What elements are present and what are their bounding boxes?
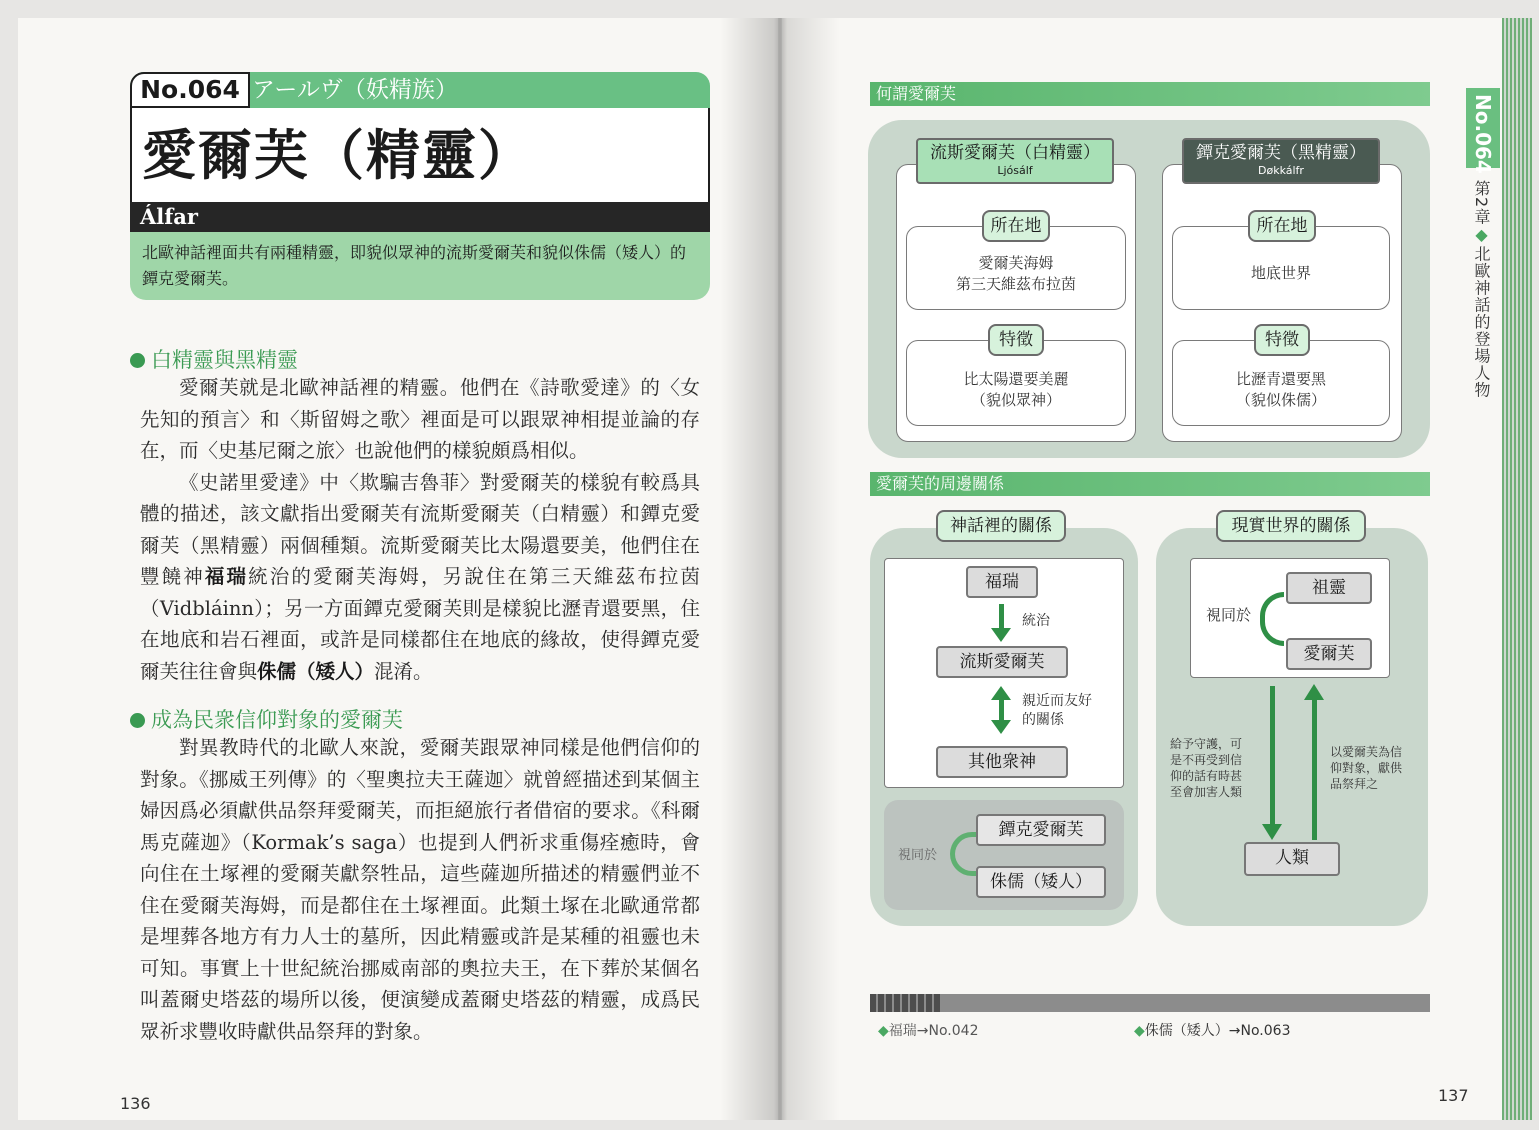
arrow-head-icon <box>1262 824 1282 840</box>
page-edges <box>1502 18 1532 1120</box>
regarded-as-label: 視同於 <box>898 848 938 863</box>
friendly-label: 親近而友好 的關係 <box>1022 693 1092 728</box>
related-link-2[interactable]: ◆侏儒（矮人）→No.063 <box>1134 1023 1291 1039</box>
elf-node: 愛爾芙 <box>1286 638 1372 670</box>
side-tab: No.064 <box>1466 88 1500 168</box>
dark-elf-traits-label: 特徵 <box>1254 324 1310 356</box>
arrow-head-icon <box>991 686 1011 700</box>
worship-arrow-icon <box>1312 700 1317 840</box>
rule-label: 統治 <box>1022 613 1050 629</box>
section-heading-2: 成為民衆信仰對象的愛爾芙 <box>130 704 403 734</box>
section-heading-1: 白精靈與黑精靈 <box>130 344 298 374</box>
bullet-icon <box>130 713 145 728</box>
entry-summary: 北歐神話裡面共有兩種精靈，即貌似眾神的流斯愛爾芙和貌似侏儒（矮人）的鐔克愛爾芙。 <box>130 232 710 300</box>
paragraph: 《史諾里愛達》中〈欺騙吉魯菲〉對愛爾芙的樣貌有較爲具體的描述，該文獻指出愛爾芙有流斯愛爾芙（白精靈）和鐔克愛爾芙（黑精靈）兩個種類。流斯愛爾芙比太陽還要美，他們住在豐饒神福瑞統治的愛爾芙海姆，另說住在第三天維茲布拉茵（Vidbláinn）；另一方面鐔克愛爾芙則是樣貌比瀝青還要黑，住在地底和岩石裡面，或許是同樣都住在地底的緣故，使得鐔克愛爾芙往往會與侏儒（矮人）混淆。 <box>140 470 700 683</box>
paragraph: 愛爾芙就是北歐神話裡的精靈。他們在《詩歌愛達》的〈女先知的預言〉和〈斯留姆之歌〉裡面是可以跟眾神相提並論的存在，而〈史基尼爾之旅〉也說他們的樣貌頗爲相似。 <box>140 376 700 462</box>
entry-japanese-name: アールヴ（妖精族） <box>252 77 458 103</box>
paragraph: 對異教時代的北歐人來說，愛爾芙跟眾神同樣是他們信仰的對象。《挪威王列傳》的〈聖奧拉夫王薩迦〉就曾經描述到某個主婦因爲必須獻供品祭拜愛爾芙，而拒絕旅行者借宿的要求。《科爾馬克薩迦》（Kormak’s saga）也提到人們祈求重傷痊癒時，會向住在土塚裡的愛爾芙獻祭牲品，這些薩迦所描述的精靈們並不住在愛爾芙海姆，而是都住在土塚裡面。此類土塚在北歐通常都是埋葬各地方有力人士的墓所，因此精靈或許是某種的祖靈也未可知。事實上十世紀統治挪威南部的奧拉夫王，在下葬於某個名叫蓋爾史塔茲的場所以後，便演變成蓋爾史塔茲的精靈，成爲民眾祈求豐收時獻供品祭拜的對象。 <box>140 736 700 1043</box>
other-gods-node: 其他衆神 <box>936 746 1068 778</box>
worship-label: 以愛爾芙為信 仰對象，獻供 品祭拜之 <box>1330 745 1403 791</box>
diamond-icon: ◆ <box>1472 225 1491 246</box>
light-elf-traits: 比太陽還要美麗 （貌似眾神） <box>906 340 1126 426</box>
book-gutter <box>720 18 840 1120</box>
light-elf-name-tab: 流斯愛爾芙（白精靈） Ljósálf <box>916 138 1114 184</box>
side-chapter: 第2章◆北歐神話的登場人物 <box>1472 180 1491 399</box>
section-bar-relations: 愛爾芙的周邊關係 <box>870 472 1430 496</box>
freyr-node: 福瑞 <box>966 566 1038 598</box>
page-number-left: 136 <box>120 1094 151 1113</box>
protect-arrow-icon <box>1270 686 1275 826</box>
light-elf-location: 愛爾芙海姆 第三天維茲布拉茵 <box>906 226 1126 310</box>
light-elf-node: 流斯愛爾芙 <box>936 646 1068 678</box>
section-2-body <box>140 732 700 1047</box>
dark-elf-traits: 比瀝青還要黑 （貌似侏儒） <box>1172 340 1390 426</box>
rule-arrow-icon <box>999 604 1004 630</box>
section-bar-what-is-elf: 何謂愛爾芙 <box>870 82 1430 106</box>
ancestor-node: 祖靈 <box>1286 572 1372 604</box>
arrow-head-icon <box>1304 684 1324 700</box>
light-elf-location-label: 所在地 <box>982 210 1050 242</box>
related-bar <box>870 994 1430 1012</box>
related-tag <box>870 994 940 1012</box>
entry-title: 愛爾芙（精靈） <box>142 123 534 187</box>
regarded-as-label: 視同於 <box>1206 606 1252 624</box>
diamond-icon: ◆ <box>1134 1023 1145 1039</box>
dark-elf-node: 鐔克愛爾芙 <box>976 814 1106 846</box>
section-1-body <box>140 372 700 687</box>
human-node: 人類 <box>1244 842 1340 876</box>
page-number-right: 137 <box>1438 1086 1469 1105</box>
friendly-arrow-icon <box>999 700 1004 722</box>
light-elf-traits-label: 特徵 <box>988 324 1044 356</box>
related-link-1[interactable]: ◆福瑞→No.042 <box>878 1023 979 1039</box>
real-relations-title: 現實世界的關係 <box>1216 510 1366 542</box>
entry-subtitle: Álfar <box>140 204 198 229</box>
dwarf-node: 侏儒（矮人） <box>976 866 1106 898</box>
dark-elf-name-tab: 鐔克愛爾芙（黑精靈） Døkkálfr <box>1182 138 1380 184</box>
myth-relations-title: 神話裡的關係 <box>936 510 1066 542</box>
subtitle-bar <box>130 202 710 232</box>
diamond-icon: ◆ <box>878 1023 889 1039</box>
dark-elf-location-label: 所在地 <box>1248 210 1316 242</box>
bullet-icon <box>130 353 145 368</box>
arrow-head-icon <box>991 720 1011 734</box>
protect-label: 給予守護，可 是不再受到信 仰的話有時甚 至會加害人類 <box>1170 737 1243 799</box>
dark-elf-location: 地底世界 <box>1172 226 1390 310</box>
entry-number: No.064 <box>130 72 250 108</box>
arrow-head-icon <box>991 628 1011 642</box>
